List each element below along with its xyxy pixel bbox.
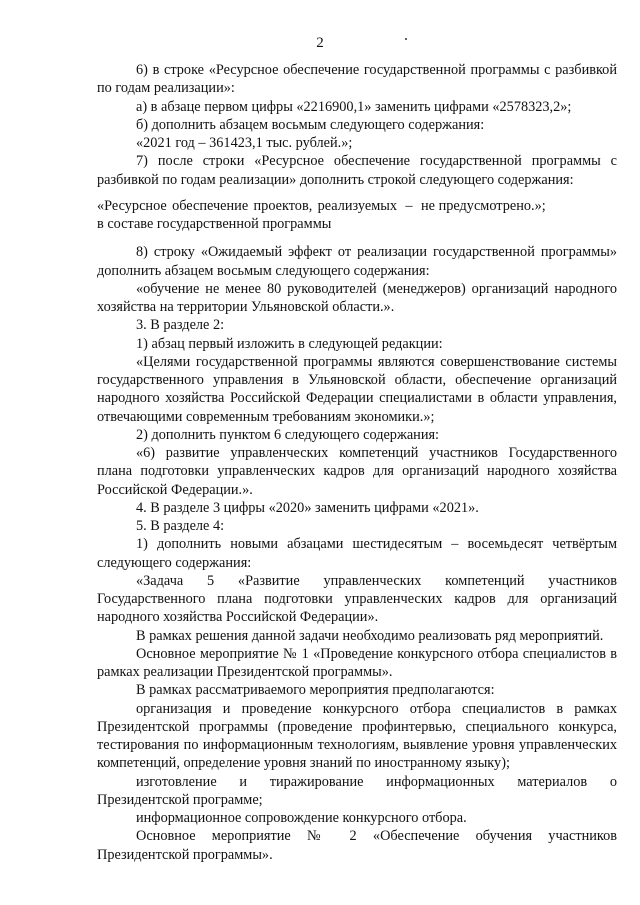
paragraph: 1) абзац первый изложить в следующей редакции: [136,335,443,352]
paragraph: а) в абзаце первом цифры «2216900,1» заменить цифрами «2578323,2»; [136,98,572,115]
paragraph: 5. В разделе 4: [136,518,225,534]
table-row-label: «Ресурсное обеспечение проектов, реализуемых в составе государственной программы [97,197,397,232]
paragraph: «2021 год – 361423,1 тыс. рублей.»; [136,135,353,151]
scan-speck [405,38,407,40]
paragraph: б) дополнить абзацем восьмым следующего содержания: [136,116,485,133]
paragraph: 3. В разделе 2: [136,317,225,334]
page-number: 2 [316,35,324,51]
paragraph: «Целями государственной программы являются совершенствование системы государственного управления в Ульяновской области, обеспечение организаций народного хозяйства Российской Федерации специалистами в области управления, отвечающими современным требованиям экономики.»; [97,353,617,425]
paragraph: 6) в строке «Ресурсное обеспечение государственной программы с разбивкой по годам реализации»: [97,62,617,97]
paragraph: организация и проведение конкурсного отбора специалистов в рамках Президентской программы (проведение профинтервью, специального конкурса, тестирования по информационным технологиям, выявление уровня управленческих компетенций, определение уровня знаний по иностранному языку); [97,700,617,772]
paragraph: 8) строку «Ожидаемый эффект от реализации государственной программы» дополнить абзацем восьмым следующего содержания: [97,244,617,279]
paragraph: «6) развитие управленческих компетенций участников Государственного плана подготовки управленческих кадров для организаций народного хозяйства Российской Федерации.». [97,445,617,498]
paragraph: информационное сопровождение конкурсного отбора. [136,810,467,826]
paragraph: изготовление и тиражирование информационных материалов о Президентской программе; [97,773,617,808]
paragraph: В рамках рассматриваемого мероприятия предполагаются: [136,682,495,699]
paragraph: 2) дополнить пунктом 6 следующего содержания: [136,426,440,443]
paragraph: Основное мероприятие № 1 «Проведение конкурсного отбора специалистов в рамках реализации Президентской программы». [97,645,617,680]
paragraph: Основное мероприятие № 2 «Обеспечение обучения участников Президентской программы». [97,828,617,863]
table-row-value: не предусмотрено.»; [421,197,546,214]
document-body [97,61,617,864]
paragraph: «Задача 5 «Развитие управленческих компетенций участников Государственного плана подготовки управленческих кадров для организаций народного хозяйства Российской Федерации». [97,572,617,626]
paragraph: 4. В разделе 3 цифры «2020» заменить цифрами «2021». [136,499,479,516]
table-row-dash: – [405,197,413,214]
paragraph: 7) после строки «Ресурсное обеспечение государственной программы с разбивкой по годам реализации» дополнить строкой следующего содержания: [97,153,617,188]
paragraph: В рамках решения данной задачи необходимо реализовать ряд мероприятий. [136,627,604,644]
paragraph: 1) дополнить новыми абзацами шестидесятым – восемьдесят четвёртым следующего содержания: [97,536,617,571]
paragraph: «обучение не менее 80 руководителей (менеджеров) организаций народного хозяйства на территории Ульяновской области.». [97,280,617,315]
inserted-table-row [97,197,617,234]
